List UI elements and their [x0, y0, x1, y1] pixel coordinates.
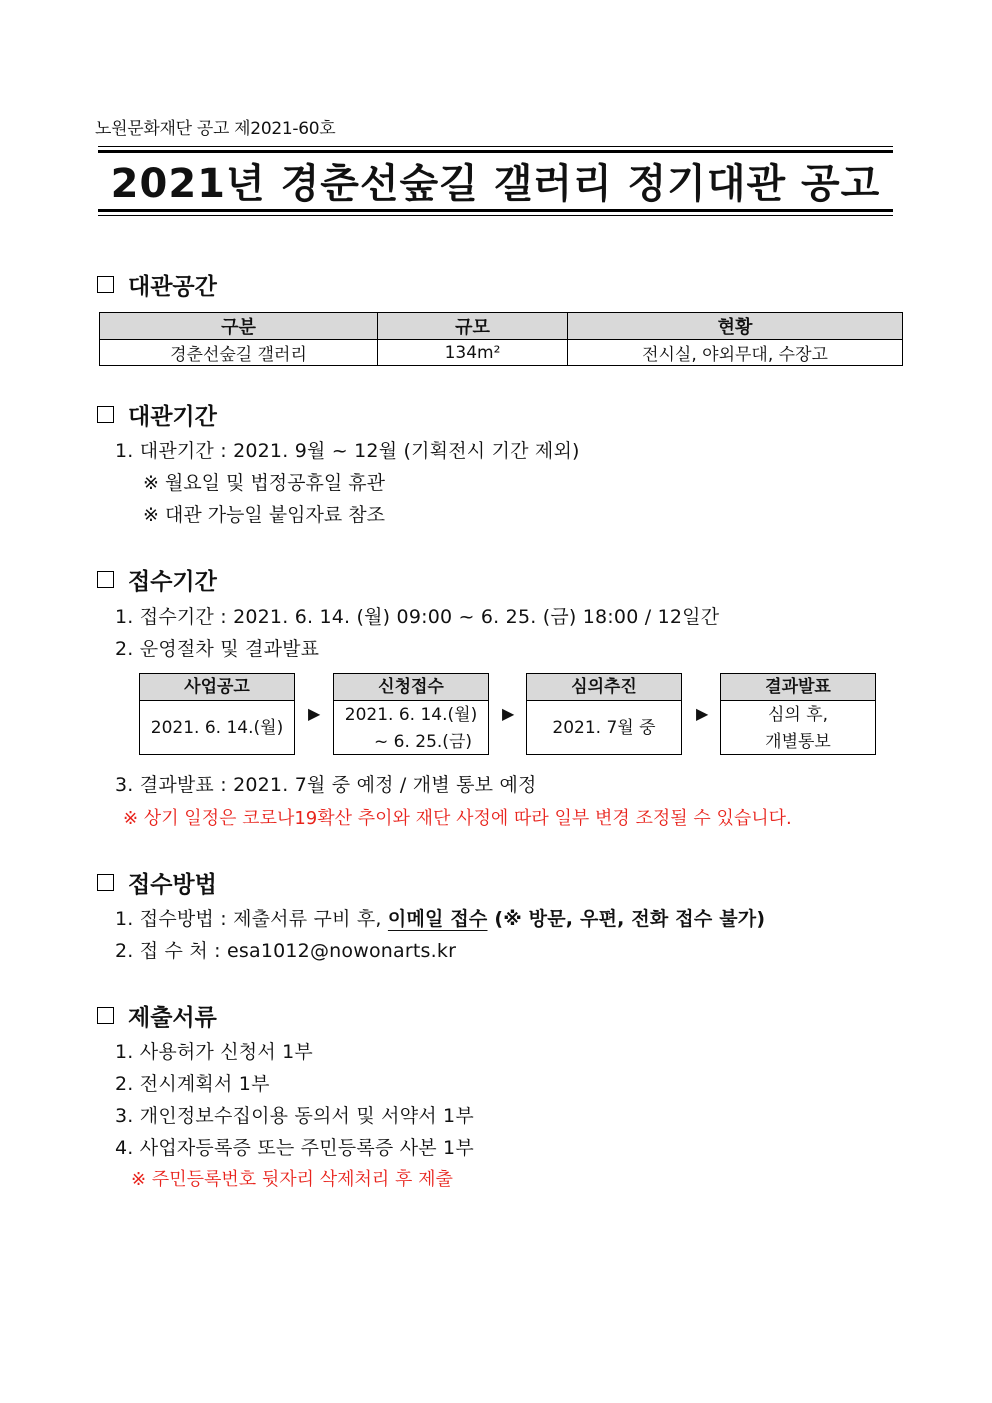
flow-step-text: ~ 6. 25.(금): [374, 731, 472, 752]
flow-step-text: 개별통보: [765, 731, 831, 752]
checkbox-square-icon: [97, 874, 114, 891]
title-bottom-rule: [98, 215, 893, 216]
flow-step-review: [526, 673, 682, 755]
checkbox-square-icon: [97, 406, 114, 423]
period-line: 1. 대관기간 : 2021. 9월 ~ 12월 (기획전시 기간 제외): [115, 440, 580, 462]
table-header-row: [100, 313, 903, 340]
checkbox-square-icon: [97, 571, 114, 588]
method-line-emphasis: 이메일 접수: [387, 908, 488, 930]
flow-step-body: [527, 701, 681, 756]
list-item: 1. 사용허가 신청서 1부: [115, 1041, 313, 1063]
section-heading-label: 접수기간: [128, 569, 217, 595]
period-note: ※ 월요일 및 법정공휴일 휴관: [143, 472, 385, 494]
flow-step-result: [720, 673, 876, 755]
method-line-suffix: (※ 방문, 우편, 전화 접수 불가): [487, 908, 766, 930]
flow-step-body: [334, 701, 488, 756]
flow-step-text: 2021. 6. 14.(월): [150, 718, 284, 738]
section-heading-label: 접수방법: [128, 872, 217, 898]
arrow-right-icon: ▶: [308, 704, 321, 723]
table-cell: 전시실, 야외무대, 수장고: [568, 340, 903, 366]
table-cell: 134m²: [378, 340, 568, 366]
section-heading-method: [97, 866, 217, 899]
page-title: 2021년 경춘선숲길 갤러리 정기대관 공고: [110, 161, 881, 207]
section-heading-documents: [97, 999, 217, 1032]
table-header-cell: 구분: [100, 313, 378, 340]
reception-line: 2. 운영절차 및 결과발표: [115, 638, 320, 660]
section-heading-label: 제출서류: [128, 1005, 217, 1031]
flow-step-text: 2021. 7월 중: [552, 718, 656, 738]
reception-line: 1. 접수기간 : 2021. 6. 14. (월) 09:00 ~ 6. 25. (금) 18:00 / 12일간: [115, 606, 720, 628]
table-header-cell: 현황: [568, 313, 903, 340]
section-heading-label: 대관공간: [128, 274, 217, 300]
flow-step-body: [721, 701, 875, 756]
section-heading-space: [97, 268, 217, 301]
flow-step-body: [140, 701, 294, 756]
list-item: 3. 개인정보수집이용 동의서 및 서약서 1부: [115, 1105, 474, 1127]
list-item: 2. 전시계획서 1부: [115, 1073, 270, 1095]
flow-step-title: 결과발표: [721, 674, 875, 701]
title-top-rule: [98, 146, 893, 147]
notice-number: 노원문화재단 공고 제2021-60호: [95, 119, 336, 139]
arrow-right-icon: ▶: [502, 704, 515, 723]
method-line-prefix: 1. 접수방법 : 제출서류 구비 후,: [115, 908, 388, 930]
arrow-right-icon: ▶: [696, 704, 709, 723]
period-note: ※ 대관 가능일 붙임자료 참조: [143, 504, 385, 526]
table-cell: 경춘선숲길 갤러리: [100, 340, 378, 366]
flow-step-title: 신청접수: [334, 674, 488, 701]
checkbox-square-icon: [97, 276, 114, 293]
documents-warning: ※ 주민등록번호 뒷자리 삭제처리 후 제출: [131, 1169, 453, 1190]
flow-step-text: 심의 후,: [767, 704, 829, 725]
section-heading-period: [97, 398, 217, 431]
flow-step-title: 사업공고: [140, 674, 294, 701]
section-heading-label: 대관기간: [128, 404, 217, 430]
table-row: [100, 340, 903, 366]
flow-step-announcement: [139, 673, 295, 755]
list-item: 4. 사업자등록증 또는 주민등록증 사본 1부: [115, 1137, 474, 1159]
title-bottom-rule-thick: [98, 209, 893, 212]
method-line: 2. 접 수 처 : esa1012@nowonarts.kr: [115, 940, 457, 962]
space-table: [99, 312, 903, 366]
table-header-cell: 규모: [378, 313, 568, 340]
section-heading-reception: [97, 563, 217, 596]
schedule-warning: ※ 상기 일정은 코로나19확산 추이와 재단 사정에 따라 일부 변경 조정될 수 있습니다.: [123, 808, 792, 829]
flow-step-text: 2021. 6. 14.(월): [344, 704, 478, 725]
flow-step-title: 심의추진: [527, 674, 681, 701]
reception-line: 3. 결과발표 : 2021. 7월 중 예정 / 개별 통보 예정: [115, 774, 537, 796]
flow-step-application: [333, 673, 489, 755]
checkbox-square-icon: [97, 1007, 114, 1024]
method-line: [115, 904, 765, 931]
